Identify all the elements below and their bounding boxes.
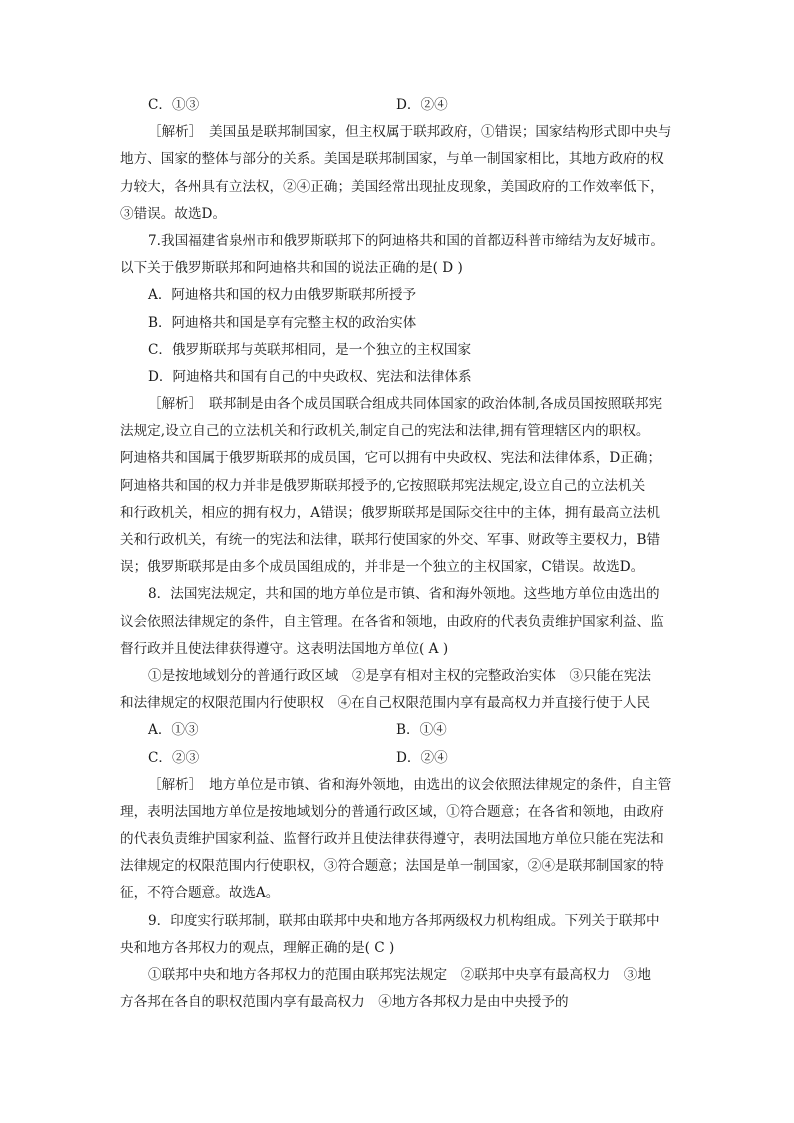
analysis-line: 力较大，各州具有立法权，②④正确；美国经常出现扯皮现象，美国政府的工作效率低下， — [120, 178, 664, 195]
analysis-line: 和行政机关，相应的拥有权力，A错误；俄罗斯联邦是国际交往中的主体，拥有最高立法机 — [120, 504, 660, 521]
analysis-line: ［解析］ 美国虽是联邦制国家，但主权属于联邦政府，①错误；国家结构形式即中央与 — [148, 124, 672, 141]
question-9-stem: 9．印度实行联邦制，联邦由联邦中央和地方各邦两级权力机构组成。下列关于联邦中 — [148, 912, 660, 929]
options-row — [120, 717, 688, 744]
option-c: C．②③ — [148, 749, 200, 766]
options-row — [120, 92, 688, 119]
analysis-line: 地方、国家的整体与部分的关系。美国是联邦制国家，与单一制国家相比，其地方政府的权 — [120, 151, 664, 168]
analysis-line: 法律规定的权限范围内行使职权，③符合题意；法国是单一制国家，②④是联邦制国家的特 — [120, 858, 664, 875]
question-8-stem: 议会依照法律规定的条件，自主管理。在各省和领地，由政府的代表负责维护国家利益、监 — [120, 613, 664, 630]
option-a: A．①③ — [148, 722, 199, 739]
analysis-line: 的代表负责维护国家利益、监督行政并且使法律获得遵守，表明法国地方单位只能在宪法和 — [120, 831, 664, 848]
analysis-line: 阿迪格共和国属于俄罗斯联邦的成员国，它可以拥有中央政权、宪法和法律体系，D正确； — [120, 450, 662, 467]
analysis-line: 征，不符合题意。故选A。 — [120, 885, 280, 902]
question-7-option-a: A．阿迪格共和国的权力由俄罗斯联邦所授予 — [148, 287, 417, 304]
question-8-stem: 8．法国宪法规定，共和国的地方单位是市镇、省和海外领地。这些地方单位由选出的 — [148, 586, 660, 603]
question-7-stem: 7.我国福建省泉州市和俄罗斯联邦下的阿迪格共和国的首都迈科普市缔结为友好城市。 — [148, 232, 664, 249]
question-9-statements: ①联邦中央和地方各邦权力的范围由联邦宪法规定 ②联邦中央享有最高权力 ③地 — [148, 967, 651, 983]
question-7-option-c: C．俄罗斯联邦与英联邦相同，是一个独立的主权国家 — [148, 341, 472, 358]
analysis-line: 阿迪格共和国的权力并非是俄罗斯联邦授予的,它按照联邦宪法规定,设立自己的立法机关 — [120, 477, 646, 494]
question-9-statements: 方各邦在各自的职权范围内享有最高权力 ④地方各邦权力是由中央授予的 — [120, 994, 569, 1011]
analysis-line: ［解析］ 联邦制是由各个成员国联合组成共同体国家的政治体制,各成员国按照联邦宪 — [148, 396, 663, 413]
question-7-option-d: D．阿迪格共和国有自己的中央政权、宪法和法律体系 — [148, 368, 472, 385]
option-d: D．②④ — [396, 97, 448, 113]
analysis-line: ③错误。故选D。 — [120, 205, 227, 222]
option-c: C．①③ — [148, 97, 200, 113]
document-page — [120, 92, 688, 1016]
option-b: B．①④ — [396, 722, 447, 739]
analysis-line: 误；俄罗斯联邦是由多个成员国组成的，并非是一个独立的主权国家，C错误。故选D。 — [120, 559, 645, 576]
question-7-stem: 以下关于俄罗斯联邦和阿迪格共和国的说法正确的是( D ) — [120, 260, 463, 277]
analysis-line: ［解析］ 地方单位是市镇、省和海外领地，由选出的议会依照法律规定的条件，自主管 — [148, 776, 672, 793]
analysis-line: 法规定,设立自己的立法机关和行政机关,制定自己的宪法和法律,拥有管理辖区内的职权。 — [120, 423, 650, 440]
question-9-stem: 央和地方各邦权力的观点，理解正确的是( C ) — [120, 939, 395, 956]
options-row — [120, 745, 688, 772]
question-8-stem: 督行政并且使法律获得遵守。这表明法国地方单位( A ) — [120, 640, 449, 657]
option-d: D．②④ — [396, 749, 448, 766]
question-8-statements: 和法律规定的权限范围内行使职权 ④在自己权限范围内享有最高权力并直接行使于人民 — [120, 695, 651, 712]
question-8-statements: ①是按地域划分的普通行政区域 ②是享有相对主权的完整政治实体 ③只能在宪法 — [148, 667, 651, 684]
question-7-option-b: B．阿迪格共和国是享有完整主权的政治实体 — [148, 314, 417, 331]
analysis-line: 理，表明法国地方单位是按地域划分的普通行政区域，①符合题意；在各省和领地，由政府 — [120, 803, 664, 820]
analysis-line: 关和行政机关，有统一的宪法和法律，联邦行使国家的外交、军事、财政等主要权力，B错 — [120, 532, 661, 548]
